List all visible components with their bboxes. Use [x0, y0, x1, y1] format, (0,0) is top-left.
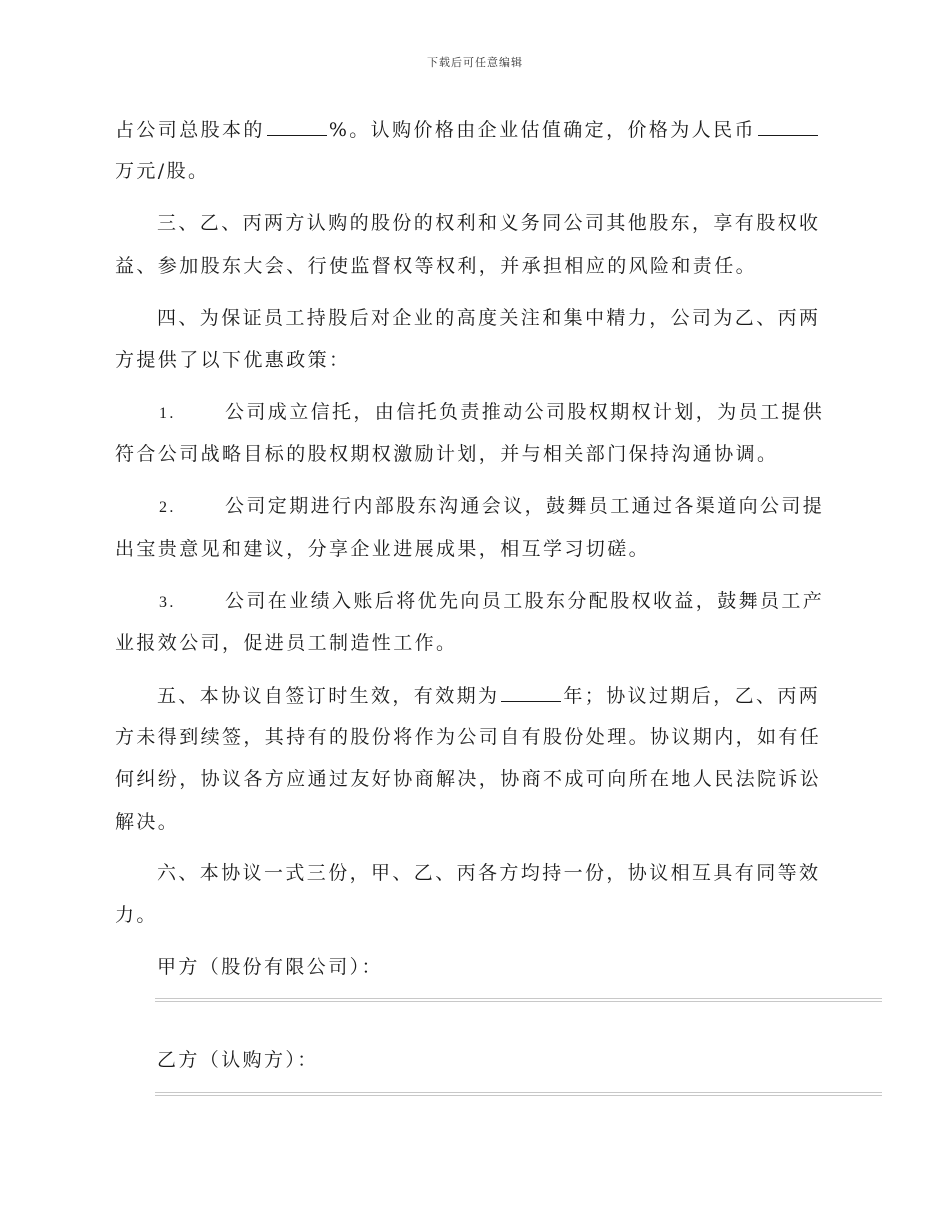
- text-segment: 公司定期进行内部股东沟通会议，鼓舞员工通过各渠道向公司提: [225, 495, 825, 517]
- list-item-3-line-1: [115, 589, 835, 615]
- page-header-note: 下载后可任意编辑: [427, 56, 523, 69]
- list-number: 1.: [159, 405, 176, 422]
- text-segment: %。认购价格由企业估值确定，价格为人民币: [328, 119, 756, 141]
- paragraph-4-line-2: 方提供了以下优惠政策：: [115, 349, 351, 371]
- list-number: 2.: [159, 499, 176, 516]
- list-item-2-line-1: [115, 494, 835, 520]
- list-item-3-line-2: 业报效公司，促进员工制造性工作。: [115, 632, 458, 654]
- list-item-1-line-1: [115, 400, 835, 426]
- fill-blank-share-percent: [267, 117, 327, 136]
- text-line: [115, 117, 835, 142]
- paragraph-3-line-2: 益、参加股东大会、行使监督权等权利，并承担相应的风险和责任。: [115, 255, 758, 277]
- signature-line-party-b: [155, 1092, 882, 1096]
- fill-blank-validity-years: [501, 683, 561, 702]
- text-line: 万元/股。: [115, 160, 210, 182]
- text-segment: 公司在业绩入账后将优先向员工股东分配股权收益，鼓舞员工产: [225, 590, 825, 612]
- text-segment: 五、本协议自签订时生效，有效期为: [157, 685, 500, 707]
- signature-line-party-a: [155, 998, 882, 1002]
- paragraph-5-line-3: 何纠纷，协议各方应通过友好协商解决，协商不成可向所在地人民法院诉讼: [115, 768, 822, 790]
- text-segment: 占公司总股本的: [115, 119, 265, 141]
- party-b-label: 乙方（认购方）：: [157, 1049, 319, 1071]
- party-a-label: 甲方（股份有限公司）：: [157, 956, 383, 978]
- list-item-1-line-2: 符合公司战略目标的股权期权激励计划，并与相关部门保持沟通协调。: [115, 443, 779, 465]
- list-item-2-line-2: 出宝贵意见和建议，分享企业进展成果，相互学习切磋。: [115, 538, 651, 560]
- paragraph-5-line-1: [115, 683, 877, 708]
- paragraph-5-line-4: 解决。: [115, 811, 180, 833]
- list-number: 3.: [159, 594, 176, 611]
- text-segment: 年；协议过期后，乙、丙两: [563, 685, 821, 707]
- paragraph-6-line-1: 六、本协议一式三份，甲、乙、丙各方均持一份，协议相互具有同等效: [157, 862, 821, 884]
- fill-blank-price: [758, 117, 818, 136]
- paragraph-4-line-1: 四、为保证员工持股后对企业的高度关注和集中精力，公司为乙、丙两: [157, 307, 821, 329]
- paragraph-3-line-1: 三、乙、丙两方认购的股份的权利和义务同公司其他股东，享有股权收: [157, 212, 821, 234]
- text-segment: 公司成立信托，由信托负责推动公司股权期权计划，为员工提供: [225, 401, 825, 423]
- paragraph-6-line-2: 力。: [115, 904, 158, 926]
- paragraph-5-line-2: 方未得到续签，其持有的股份将作为公司自有股份处理。协议期内，如有任: [115, 726, 822, 748]
